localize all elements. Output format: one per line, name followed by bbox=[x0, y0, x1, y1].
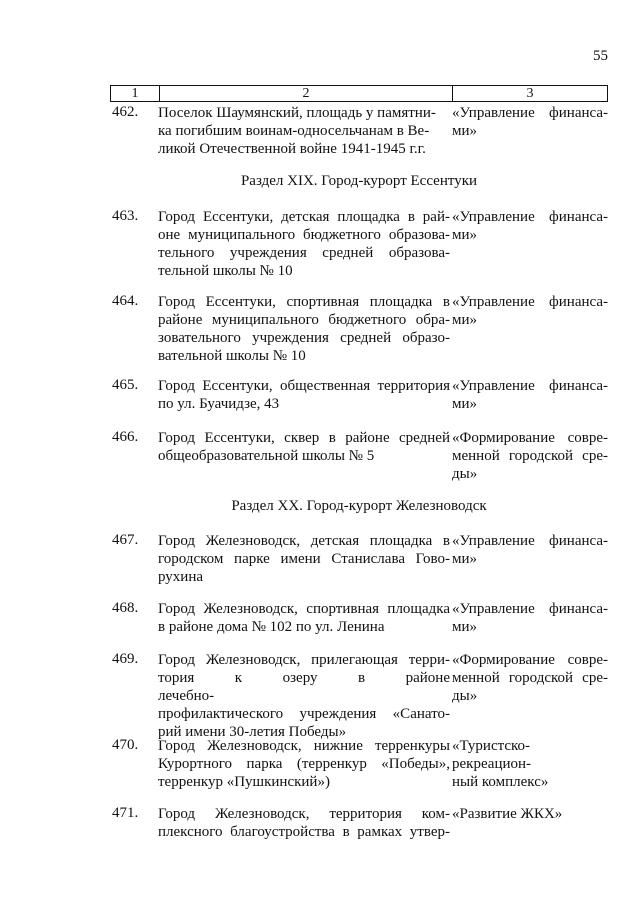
desc-line: рухина bbox=[158, 569, 204, 585]
row-program bbox=[452, 805, 608, 823]
desc-line: ликой Отечественной войне 1941-1945 г.г. bbox=[158, 141, 426, 157]
desc-line: профилактического учреждения «Санато- bbox=[158, 706, 450, 722]
row-number: 470. bbox=[112, 737, 139, 753]
prog-line: ми» bbox=[452, 312, 478, 328]
row-number: 466. bbox=[112, 429, 139, 445]
prog-line: «Формирование совре- bbox=[452, 652, 608, 668]
row-description bbox=[158, 104, 450, 158]
desc-line: рий имени 30-летия Победы» bbox=[158, 724, 347, 740]
desc-line: зовательного учреждения средней образо- bbox=[158, 330, 450, 346]
desc-line: районе муниципального бюджетного обра- bbox=[158, 312, 450, 328]
prog-line: «Управление финанса- bbox=[452, 533, 608, 549]
row-program bbox=[452, 532, 608, 568]
row-number: 468. bbox=[112, 600, 139, 616]
row-program bbox=[452, 651, 608, 705]
desc-line: вательной школы № 10 bbox=[158, 348, 306, 364]
desc-line: Город Железноводск, прилегающая терри- bbox=[158, 652, 450, 668]
desc-line: тельной школы № 10 bbox=[158, 263, 293, 279]
prog-line: ми» bbox=[452, 551, 478, 567]
section-title-zheleznovodsk: Раздел XX. Город-курорт Железноводск bbox=[231, 498, 487, 514]
row-description bbox=[158, 651, 450, 741]
page-number: 55 bbox=[593, 48, 608, 64]
row-number: 471. bbox=[112, 805, 139, 821]
desc-line: Город Железноводск, детская площадка в bbox=[158, 533, 450, 549]
desc-line: общеобразовательной школы № 5 bbox=[158, 448, 375, 464]
row-number: 463. bbox=[112, 208, 139, 224]
desc-line: ка погибшим воинам-односельчанам в Ве- bbox=[158, 123, 430, 139]
prog-line: менной городской сре- bbox=[452, 448, 608, 464]
prog-line: ми» bbox=[452, 227, 478, 243]
desc-line: Курортного парка (терренкур «Победы», bbox=[158, 756, 450, 772]
prog-line: «Управление финанса- bbox=[452, 209, 608, 225]
row-description bbox=[158, 429, 450, 465]
desc-line: плексного благоустройства в рамках утвер- bbox=[158, 824, 450, 840]
desc-line: оне муниципального бюджетного образова- bbox=[158, 227, 450, 243]
row-number: 465. bbox=[112, 377, 139, 393]
desc-line: терренкур «Пушкинский») bbox=[158, 774, 330, 790]
desc-line: тория к озеру в районе лечебно- bbox=[158, 670, 450, 704]
row-description bbox=[158, 208, 450, 280]
row-description bbox=[158, 532, 450, 586]
desc-line: тельного учреждения средней образова- bbox=[158, 245, 450, 261]
desc-line: Город Ессентуки, спортивная площадка в bbox=[158, 294, 450, 310]
prog-line: «Туристско-рекреацион- bbox=[452, 738, 532, 772]
desc-line: Город Железноводск, нижние терренкуры bbox=[158, 738, 450, 754]
desc-line: по ул. Буачидзе, 43 bbox=[158, 396, 280, 412]
row-program bbox=[452, 600, 608, 636]
desc-line: Поселок Шаумянский, площадь у памятни- bbox=[158, 105, 436, 121]
row-description bbox=[158, 600, 450, 636]
prog-line: менной городской сре- bbox=[452, 670, 608, 686]
row-number: 469. bbox=[112, 651, 139, 667]
prog-line: «Управление финанса- bbox=[452, 105, 608, 121]
desc-line: Город Железноводск, территория ком- bbox=[158, 806, 450, 822]
header-col-3: 3 bbox=[526, 86, 534, 101]
row-program bbox=[452, 737, 608, 791]
row-number: 462. bbox=[112, 104, 139, 120]
prog-line: ды» bbox=[452, 688, 478, 704]
desc-line: городском парке имени Станислава Гово- bbox=[158, 551, 450, 567]
row-number: 467. bbox=[112, 532, 139, 548]
section-title-essentuki: Раздел XIX. Город-курорт Ессентуки bbox=[240, 173, 478, 189]
row-description bbox=[158, 293, 450, 365]
prog-line: ми» bbox=[452, 123, 478, 139]
prog-line: ный комплекс» bbox=[452, 774, 549, 790]
prog-line: «Формирование совре- bbox=[452, 430, 608, 446]
desc-line: Город Ессентуки, общественная территория bbox=[158, 378, 450, 394]
header-col-2: 2 bbox=[160, 86, 453, 101]
row-number: 464. bbox=[112, 293, 139, 309]
row-program bbox=[452, 104, 608, 140]
desc-line: Город Железноводск, спортивная площадка bbox=[158, 601, 450, 617]
row-program bbox=[452, 208, 608, 244]
row-description bbox=[158, 805, 450, 841]
prog-line: «Управление финанса- bbox=[452, 294, 608, 310]
prog-line: ми» bbox=[452, 619, 478, 635]
table-header-row bbox=[110, 85, 608, 102]
row-program bbox=[452, 377, 608, 413]
row-program bbox=[452, 429, 608, 483]
desc-line: Город Ессентуки, сквер в районе средней bbox=[158, 430, 450, 446]
prog-line: ми» bbox=[452, 396, 478, 412]
prog-line: ды» bbox=[452, 466, 478, 482]
prog-line: «Развитие ЖКХ» bbox=[452, 806, 563, 822]
row-description bbox=[158, 737, 450, 791]
desc-line: Город Ессентуки, детская площадка в рай- bbox=[158, 209, 450, 225]
prog-line: «Управление финанса- bbox=[452, 601, 608, 617]
prog-line: «Управление финанса- bbox=[452, 378, 608, 394]
header-col-1: 1 bbox=[111, 86, 160, 101]
desc-line: в районе дома № 102 по ул. Ленина bbox=[158, 619, 385, 635]
row-description bbox=[158, 377, 450, 413]
row-program bbox=[452, 293, 608, 329]
